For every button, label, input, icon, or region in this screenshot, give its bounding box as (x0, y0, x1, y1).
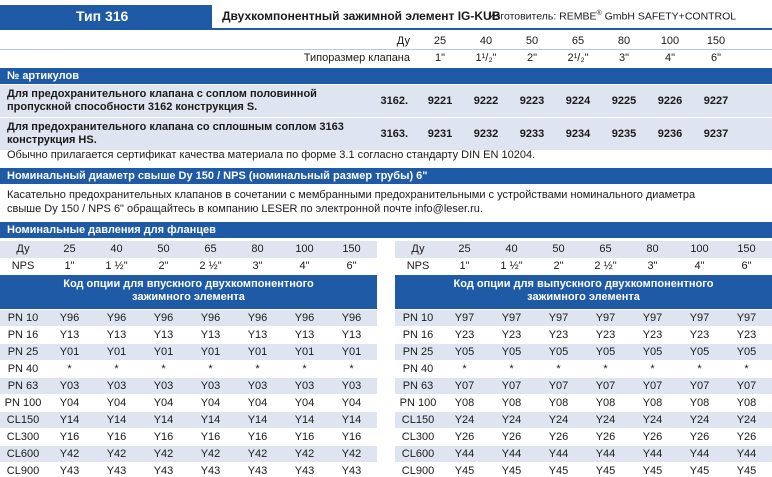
option-code: Y42 (200, 448, 221, 460)
pressure-rating: CL600 (6, 448, 40, 460)
option-code: Y05 (642, 346, 663, 358)
pressure-row (395, 428, 772, 445)
option-code: Y16 (247, 431, 268, 443)
option-code: * (744, 363, 749, 375)
option-code: Y97 (642, 312, 663, 324)
option-code: Y01 (294, 346, 315, 358)
option-code: Y26 (595, 431, 616, 443)
option-code: Y42 (341, 448, 362, 460)
option-code: Y97 (736, 312, 757, 324)
nominal-band: Номинальный диаметр свыше Dy 150 / NPS (номинальный размер трубы) 6" (0, 168, 772, 184)
option-code: Y07 (736, 380, 757, 392)
option-code: Y08 (454, 397, 475, 409)
nps-value: 1" (434, 52, 446, 64)
option-code: Y97 (454, 312, 475, 324)
article-number: 9231 (427, 128, 453, 140)
option-code: Y97 (548, 312, 569, 324)
option-code: Y01 (247, 346, 268, 358)
pressure-row (0, 462, 377, 477)
article-number: 9232 (473, 128, 499, 140)
flange-dy-value: 50 (552, 243, 565, 255)
option-code: Y03 (294, 380, 315, 392)
dy-value: 65 (571, 35, 585, 47)
option-code: Y43 (59, 465, 80, 477)
option-code: Y24 (736, 414, 757, 426)
pressure-row (0, 309, 377, 326)
pressure-rating: PN 100 (399, 397, 437, 409)
option-code: * (161, 363, 166, 375)
option-code-header: Код опции для выпускного двухкомпонентного зажимного элемента (395, 275, 772, 309)
option-code: Y45 (736, 465, 757, 477)
flange-nps-value: 6" (741, 260, 752, 272)
option-code: Y05 (595, 346, 616, 358)
option-code: Y23 (548, 329, 569, 341)
option-code: Y45 (501, 465, 522, 477)
article-number: 9225 (611, 95, 637, 107)
flange-dy-value: 65 (204, 243, 217, 255)
option-code: Y45 (548, 465, 569, 477)
dy-value: 150 (706, 35, 726, 47)
option-code: * (556, 363, 561, 375)
option-code: Y43 (106, 465, 127, 477)
flange-dy-value: 80 (251, 243, 264, 255)
maker-registered-mark: ® (596, 10, 602, 17)
option-code: Y14 (153, 414, 174, 426)
option-code: Y16 (294, 431, 315, 443)
inlet-flange-table (0, 241, 377, 477)
option-code: Y03 (341, 380, 362, 392)
option-code: * (509, 363, 514, 375)
flange-nps-value: 1" (459, 260, 470, 272)
option-code: Y04 (341, 397, 362, 409)
manufacturer (488, 10, 736, 23)
option-code: Y13 (153, 329, 174, 341)
option-code: Y16 (59, 431, 80, 443)
option-code: Y13 (294, 329, 315, 341)
option-code: Y16 (341, 431, 362, 443)
option-code: Y97 (501, 312, 522, 324)
article-number: 9233 (519, 128, 545, 140)
option-code: * (67, 363, 72, 375)
pressure-row (395, 411, 772, 428)
size-nps-row (0, 49, 772, 65)
option-code: Y14 (200, 414, 221, 426)
option-code: Y05 (689, 346, 710, 358)
pressure-rating: CL150 (401, 414, 435, 426)
nps-value: 6" (710, 52, 722, 64)
option-code: Y96 (200, 312, 221, 324)
option-code: Y07 (689, 380, 710, 392)
dy-value: 40 (479, 35, 493, 47)
option-code: Y97 (595, 312, 616, 324)
option-code: * (349, 363, 354, 375)
flange-nps-value: 1 ½" (500, 260, 523, 272)
article-number: 9222 (473, 95, 499, 107)
option-code: Y23 (501, 329, 522, 341)
flange-dy-value: 100 (295, 243, 314, 255)
flange-nps-value: 6" (346, 260, 357, 272)
option-code: Y24 (689, 414, 710, 426)
option-code: Y23 (689, 329, 710, 341)
option-code: Y26 (454, 431, 475, 443)
pressure-row (0, 377, 377, 394)
flange-dy-label: Ду (411, 243, 425, 255)
option-code: Y26 (736, 431, 757, 443)
option-code: Y45 (454, 465, 475, 477)
option-code: Y13 (341, 329, 362, 341)
flange-nps-label: NPS (11, 260, 35, 272)
pressure-row (395, 462, 772, 477)
nps-value: 2¹/₂" (567, 52, 589, 64)
article-number: 9227 (703, 95, 729, 107)
option-code: Y03 (59, 380, 80, 392)
option-code: Y07 (595, 380, 616, 392)
option-code: Y44 (454, 448, 475, 460)
maker-prefix: Изготовитель: REMBE (488, 10, 597, 23)
option-code: Y24 (501, 414, 522, 426)
option-code: Y14 (59, 414, 80, 426)
article-number: 9235 (611, 128, 637, 140)
option-code: * (114, 363, 119, 375)
pressure-row (0, 326, 377, 343)
option-code: Y03 (200, 380, 221, 392)
option-code: Y14 (294, 414, 315, 426)
option-code: Y08 (642, 397, 663, 409)
option-code: Y44 (736, 448, 757, 460)
flange-dy-value: 50 (157, 243, 170, 255)
flange-dy-value: 40 (505, 243, 518, 255)
option-code: Y24 (642, 414, 663, 426)
pressure-rating: CL300 (401, 431, 435, 443)
option-code: Y96 (153, 312, 174, 324)
option-code: Y42 (247, 448, 268, 460)
option-code: Y04 (59, 397, 80, 409)
option-code: Y43 (247, 465, 268, 477)
option-code: Y13 (59, 329, 80, 341)
flange-nps-value: 2" (553, 260, 564, 272)
option-code: Y44 (501, 448, 522, 460)
option-code: Y07 (501, 380, 522, 392)
option-code: Y08 (736, 397, 757, 409)
option-code: Y43 (153, 465, 174, 477)
article-prefix: 3162. (380, 95, 408, 107)
option-code: Y45 (595, 465, 616, 477)
option-code: Y44 (642, 448, 663, 460)
option-code: Y42 (59, 448, 80, 460)
option-code: Y43 (341, 465, 362, 477)
pressure-row (0, 360, 377, 377)
flange-nps-value: 1" (64, 260, 75, 272)
option-code: Y96 (341, 312, 362, 324)
flange-nps-label: NPS (406, 260, 430, 272)
option-code: Y04 (153, 397, 174, 409)
option-code: Y01 (59, 346, 80, 358)
option-code: Y03 (106, 380, 127, 392)
option-code: Y42 (106, 448, 127, 460)
pressure-rating: PN 10 (402, 312, 434, 324)
article-number: 9224 (565, 95, 591, 107)
flange-dy-label: Ду (16, 243, 30, 255)
option-code: * (208, 363, 213, 375)
option-code: Y04 (294, 397, 315, 409)
flange-dy-value: 150 (737, 243, 756, 255)
nominal-note-line1: Касательно предохранительных клапанов в сочетании с мембранными предохранительными с устройствами номинального диаметра (7, 189, 696, 201)
outlet-flange-table (395, 241, 772, 477)
option-code: Y44 (595, 448, 616, 460)
nps-value: 3" (618, 52, 630, 64)
flange-dy-value: 80 (646, 243, 659, 255)
pressure-row (395, 445, 772, 462)
flange-nps-value: 4" (694, 260, 705, 272)
flange-nps-value: 1 ½" (105, 260, 128, 272)
option-code: * (603, 363, 608, 375)
nps-label: Типоразмер клапана (303, 52, 410, 64)
dy-value: 25 (433, 35, 447, 47)
option-code: Y03 (247, 380, 268, 392)
option-code: Y01 (106, 346, 127, 358)
pressure-row (395, 326, 772, 343)
option-code: Y08 (595, 397, 616, 409)
pressure-rating: PN 63 (7, 380, 39, 392)
dy-value: 80 (617, 35, 631, 47)
article-number: 9226 (657, 95, 683, 107)
option-code: Y45 (642, 465, 663, 477)
pressure-rating: PN 10 (7, 312, 39, 324)
flange-dy-value: 65 (599, 243, 612, 255)
article-number: 9236 (657, 128, 683, 140)
option-code: Y03 (153, 380, 174, 392)
option-code: Y04 (200, 397, 221, 409)
option-code: Y45 (689, 465, 710, 477)
nps-value: 1¹/₂" (475, 52, 497, 64)
option-code: Y24 (548, 414, 569, 426)
option-code: Y26 (689, 431, 710, 443)
flange-dy-value: 25 (63, 243, 76, 255)
option-code: Y04 (247, 397, 268, 409)
article-number: 9221 (427, 95, 453, 107)
flange-dy-value: 25 (458, 243, 471, 255)
nominal-note-line2: свыше Dy 150 / NPS 6" обращайтесь в компанию LESER по электронной почте info@leser.ru. (7, 203, 483, 215)
option-code: Y04 (106, 397, 127, 409)
option-code: Y16 (106, 431, 127, 443)
flange-dy (395, 241, 772, 258)
flange-nps-value: 4" (299, 260, 310, 272)
articles-band: № артикулов (0, 68, 772, 84)
option-code: Y23 (642, 329, 663, 341)
article-number: 9223 (519, 95, 545, 107)
flange-dy (0, 241, 377, 258)
pressure-rating: CL150 (6, 414, 40, 426)
pressure-row (395, 394, 772, 411)
option-code: Y42 (153, 448, 174, 460)
option-code: * (302, 363, 307, 375)
document-title: Двухкомпонентный зажимной элемент IG-KUB (222, 9, 501, 23)
article-description: Для предохранительного клапана с соплом половинной пропускной способности 3162 конструкция S. (7, 88, 317, 113)
nps-value: 4" (664, 52, 676, 64)
option-code: Y24 (454, 414, 475, 426)
pressure-row (395, 309, 772, 326)
option-code: Y44 (548, 448, 569, 460)
option-code: Y08 (501, 397, 522, 409)
pressure-rating: PN 16 (7, 329, 39, 341)
option-code: Y13 (200, 329, 221, 341)
pressure-rating: PN 25 (402, 346, 434, 358)
option-code: Y05 (548, 346, 569, 358)
pressure-row (0, 343, 377, 360)
pressure-rating: CL900 (401, 465, 435, 477)
option-code: * (462, 363, 467, 375)
article-number: 9237 (703, 128, 729, 140)
pressure-row (0, 394, 377, 411)
pressure-row (395, 377, 772, 394)
option-code: Y23 (595, 329, 616, 341)
article-row (0, 118, 772, 150)
option-code: Y96 (294, 312, 315, 324)
pressure-rating: PN 63 (402, 380, 434, 392)
option-code: Y26 (642, 431, 663, 443)
dy-value: 100 (660, 35, 680, 47)
option-code: Y44 (689, 448, 710, 460)
pressure-row (0, 445, 377, 462)
pressure-rating: CL900 (6, 465, 40, 477)
option-code: Y23 (736, 329, 757, 341)
option-code: Y43 (200, 465, 221, 477)
pressure-rating: PN 25 (7, 346, 39, 358)
flange-dy-value: 40 (110, 243, 123, 255)
flange-nps-value: 2 ½" (594, 260, 617, 272)
option-code: Y07 (548, 380, 569, 392)
pressure-rating: PN 16 (402, 329, 434, 341)
option-code: Y14 (341, 414, 362, 426)
nps-value: 2" (526, 52, 538, 64)
flange-nps-value: 3" (252, 260, 263, 272)
option-code: Y16 (153, 431, 174, 443)
flange-nps-value: 3" (647, 260, 658, 272)
flange-dy-value: 100 (690, 243, 709, 255)
option-code: Y05 (501, 346, 522, 358)
option-code: Y96 (59, 312, 80, 324)
pressure-rating: PN 40 (402, 363, 434, 375)
option-code: Y05 (454, 346, 475, 358)
option-code: Y08 (548, 397, 569, 409)
flange-band: Номинальные давления для фланцев (0, 222, 772, 238)
pressure-row (0, 411, 377, 428)
article-prefix: 3163. (380, 128, 408, 140)
flange-nps-value: 2" (158, 260, 169, 272)
option-code: * (650, 363, 655, 375)
option-code: Y42 (294, 448, 315, 460)
option-code: Y97 (689, 312, 710, 324)
option-code: Y01 (200, 346, 221, 358)
option-code: Y05 (736, 346, 757, 358)
flange-nps (0, 258, 377, 275)
size-dy-row (0, 33, 772, 49)
pressure-row (395, 343, 772, 360)
flange-dy-value: 150 (342, 243, 361, 255)
option-code: Y13 (106, 329, 127, 341)
option-code-header: Код опции для впускного двухкомпонентного зажимного элемента (0, 275, 377, 309)
option-code: Y16 (200, 431, 221, 443)
option-code: Y14 (106, 414, 127, 426)
pressure-rating: CL300 (6, 431, 40, 443)
option-code: Y13 (247, 329, 268, 341)
dy-value: 50 (525, 35, 539, 47)
option-code: Y26 (548, 431, 569, 443)
option-code: Y23 (454, 329, 475, 341)
dy-label: Ду (396, 35, 410, 47)
article-row (0, 85, 772, 117)
option-code: Y26 (501, 431, 522, 443)
flange-nps-value: 2 ½" (199, 260, 222, 272)
option-code: Y01 (341, 346, 362, 358)
option-code: Y08 (689, 397, 710, 409)
flange-nps (395, 258, 772, 275)
pressure-rating: CL600 (401, 448, 435, 460)
option-code: Y96 (247, 312, 268, 324)
pressure-rating: PN 100 (4, 397, 42, 409)
pressure-rating: PN 40 (7, 363, 39, 375)
article-number: 9234 (565, 128, 591, 140)
option-code: Y96 (106, 312, 127, 324)
article-description: Для предохранительного клапана со сплошным соплом 3163 конструкция HS. (7, 121, 344, 146)
header-rule (0, 28, 772, 30)
option-code: Y07 (454, 380, 475, 392)
option-code: Y01 (153, 346, 174, 358)
pressure-row (0, 428, 377, 445)
option-code: Y14 (247, 414, 268, 426)
option-code: * (255, 363, 260, 375)
option-code: * (697, 363, 702, 375)
maker-suffix: GmbH SAFETY+CONTROL (601, 10, 737, 23)
option-code: Y07 (642, 380, 663, 392)
pressure-row (395, 360, 772, 377)
type-label: Тип 316 (0, 5, 212, 28)
certificate-note: Обычно прилагается сертификат качества материала по форме 3.1 согласно стандарту DIN EN 10204. (7, 149, 536, 161)
option-code: Y24 (595, 414, 616, 426)
document-header (0, 0, 772, 30)
option-code: Y43 (294, 465, 315, 477)
